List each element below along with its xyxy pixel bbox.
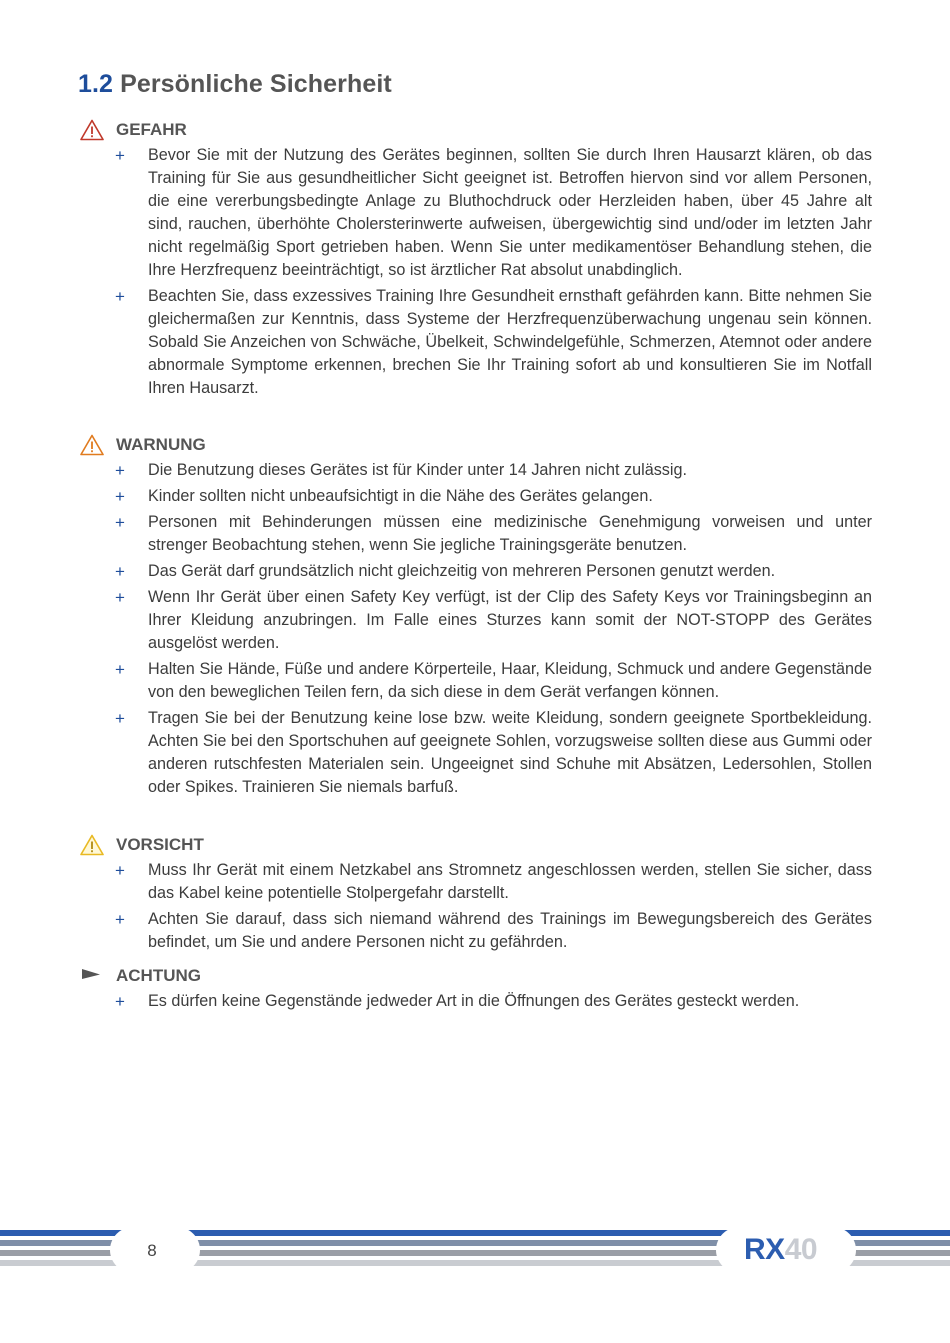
section-header bbox=[80, 834, 872, 856]
list-item: + Tragen Sie bei der Benutzung keine lose bzw. weite Kleidung, sondern geeignete Sportbekleidung. Achten Sie bei den Sportschuhen auf geeignete Sohlen, vorzugsweise sollten diese aus Gummi oder anderen rutschfesten Materialen sein. Ungeeignet sind Schuhe mit Absätzen, Ledersohlen, Stollen oder Spikes. Trainieren Sie niemals barfuß. bbox=[115, 709, 872, 796]
plus-bullet-icon: + bbox=[115, 992, 125, 1011]
list-item: + Kinder sollten nicht unbeaufsichtigt in die Nähe des Gerätes gelangen. bbox=[115, 487, 653, 506]
list-item: + Halten Sie Hände, Füße und andere Körperteile, Haar, Kleidung, Schmuck und andere Gegenstände von den beweglichen Teilen fern, da sich diese in dem Gerät verfangen können. bbox=[115, 660, 872, 701]
arrow-pointer-icon bbox=[80, 965, 104, 987]
section-title: Persönliche Sicherheit bbox=[120, 70, 392, 98]
plus-bullet-icon: + bbox=[115, 287, 125, 306]
plus-bullet-icon: + bbox=[115, 487, 125, 506]
list-item: + Muss Ihr Gerät mit einem Netzkabel ans Stromnetz angeschlossen werden, stellen Sie sicher, dass das Kabel keine potentielle Stolpergefahr darstellt. bbox=[115, 861, 872, 902]
section-label: WARNUNG bbox=[116, 435, 206, 454]
list-item: + Achten Sie darauf, dass sich niemand während des Trainings im Bewegungsbereich des Gerätes befindet, um Sie und andere Personen nicht zu gefährden. bbox=[115, 910, 872, 951]
section-gefahr bbox=[80, 119, 872, 400]
list-item: + Bevor Sie mit der Nutzung des Gerätes beginnen, sollten Sie durch Ihren Hausarzt klären, ob das Training für Sie aus gesundheitlicher Sicht geeignet ist. Betroffen hiervon sind vor allem Personen, die eine vererbungsbedingte Anlage zu Bluthochdruck oder Herzleiden haben, über 45 Jahre alt sind, rauchen, überhöhte Cholersterinwerte aufweisen, übergewichtig sind und/oder im letzten Jahr nicht regelmäßig Sport getrieben haben. Wenn Sie unter medikamentöser Behandlung stehen, die Ihre Herzfrequenz beeinträchtigt, so ist ärztlicher Rat absolut unabdinglich. bbox=[115, 146, 872, 279]
brand-logo: RX40 bbox=[744, 1233, 818, 1266]
plus-bullet-icon: + bbox=[115, 461, 125, 480]
item-list bbox=[80, 859, 872, 954]
plus-bullet-icon: + bbox=[115, 588, 125, 607]
page-title bbox=[78, 70, 392, 99]
plus-bullet-icon: + bbox=[115, 562, 125, 581]
page-number-badge bbox=[110, 1227, 200, 1273]
section-header bbox=[80, 434, 872, 456]
warning-triangle-icon bbox=[80, 119, 104, 141]
list-item: + Personen mit Behinderungen müssen eine medizinische Genehmigung vorweisen und unter strenger Beobachtung stehen, wenn Sie jegliche Trainingsgeräte benutzen. bbox=[115, 513, 872, 554]
list-item: + Das Gerät darf grundsätzlich nicht gleichzeitig von mehreren Personen genutzt werden. bbox=[115, 562, 776, 581]
section-number: 1.2 bbox=[78, 70, 114, 98]
list-item: + Beachten Sie, dass exzessives Training Ihre Gesundheit ernsthaft gefährden kann. Bitte nehmen Sie gleichermaßen zur Kenntnis, dass Systeme der Herzfrequenzüberwachung ungenau sein können. Sobald Sie Anzeichen von Schwäche, Übelkeit, Schwindelgefühle, Schmerzen, Atemnot oder andere abnormale Symptome erkennen, brechen Sie Ihr Training sofort ab und konsultieren Sie im Notfall Ihren Hausarzt. bbox=[115, 287, 872, 397]
warning-triangle-icon bbox=[80, 834, 104, 856]
plus-bullet-icon: + bbox=[115, 146, 125, 165]
plus-bullet-icon: + bbox=[115, 513, 125, 532]
item-list bbox=[80, 459, 872, 799]
section-warnung bbox=[80, 434, 872, 799]
section-label: GEFAHR bbox=[116, 120, 187, 139]
list-item: + Die Benutzung dieses Gerätes ist für Kinder unter 14 Jahren nicht zulässig. bbox=[115, 461, 687, 480]
section-label: VORSICHT bbox=[116, 835, 204, 854]
brand-badge bbox=[716, 1227, 856, 1273]
warning-triangle-icon bbox=[80, 434, 104, 456]
plus-bullet-icon: + bbox=[115, 861, 125, 880]
section-header bbox=[80, 119, 872, 141]
section-header bbox=[80, 965, 872, 987]
list-item: + Wenn Ihr Gerät über einen Safety Key verfügt, ist der Clip des Safety Keys vor Trainingsbeginn an Ihrer Kleidung anzubringen. Im Falle eines Sturzes kann somit der NOT-STOPP des Gerätes ausgelöst werden. bbox=[115, 588, 872, 652]
page-footer bbox=[0, 1222, 950, 1282]
page-number: 8 bbox=[147, 1241, 157, 1260]
item-list bbox=[80, 144, 872, 400]
plus-bullet-icon: + bbox=[115, 709, 125, 728]
plus-bullet-icon: + bbox=[115, 660, 125, 679]
plus-bullet-icon: + bbox=[115, 910, 125, 929]
list-item: + Es dürfen keine Gegenstände jedweder Art in die Öffnungen des Gerätes gesteckt werden. bbox=[115, 992, 800, 1011]
section-vorsicht bbox=[80, 834, 872, 954]
item-list bbox=[80, 990, 872, 1013]
section-achtung bbox=[80, 965, 872, 1013]
section-label: ACHTUNG bbox=[116, 966, 201, 985]
